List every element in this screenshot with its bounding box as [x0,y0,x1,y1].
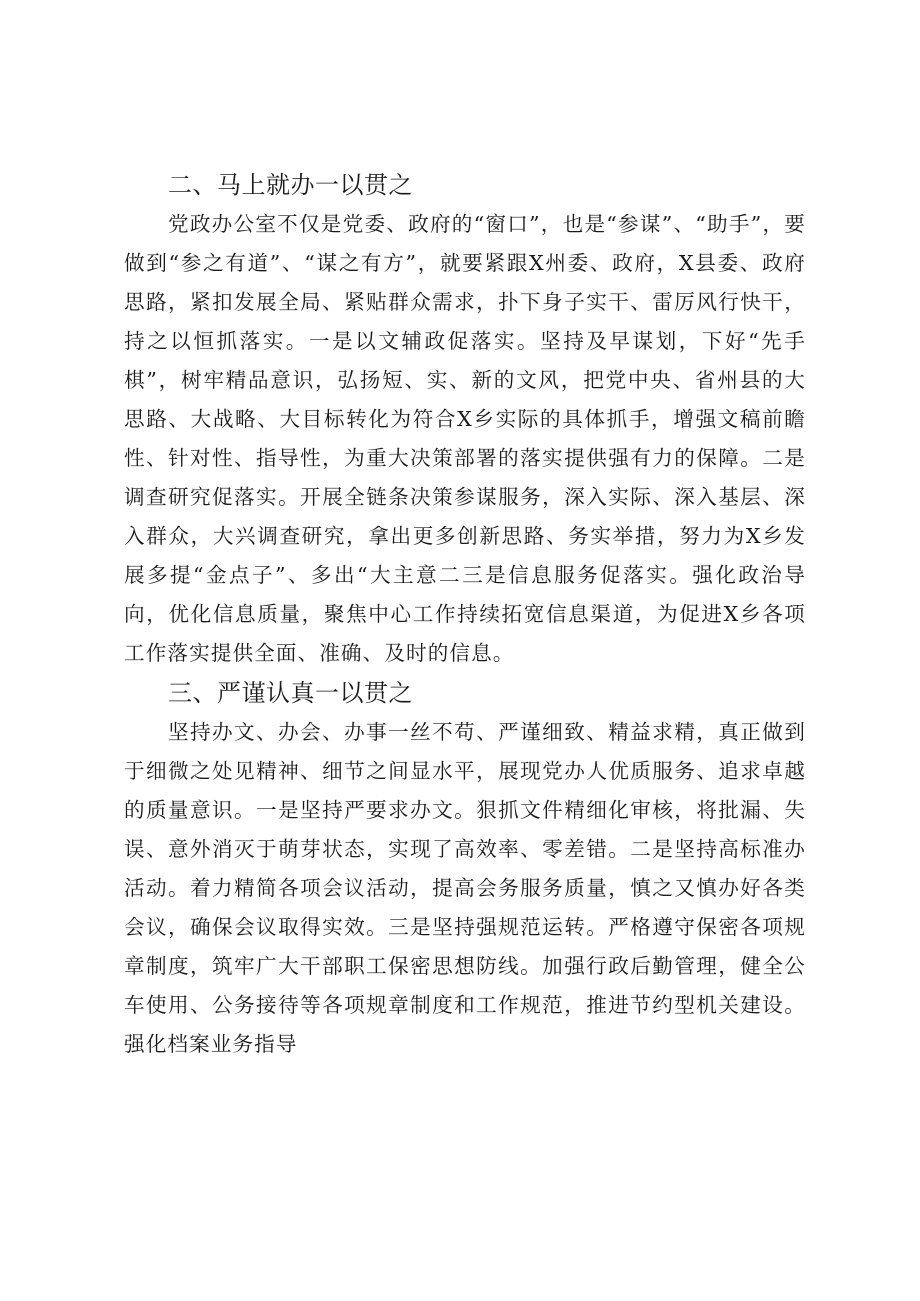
document-body [124,166,806,1064]
section-3-paragraph: 坚持办文、办会、办事一丝不苟、严谨细致、精益求精，真正做到于细微之处见精神、细节之间显水平，展现党办人优质服务、追求卓越的质量意识。一是坚持严要求办文。狠抓文件精细化审核，将批漏、失误、意外消灭于萌芽状态，实现了高效率、零差错。二是坚持高标准办活动。着力精简各项会议活动，提高会务服务质量，慎之又慎办好各类会议，确保会议取得实效。三是坚持强规范运转。严格遵守保密各项规章制度，筑牢广大干部职工保密思想防线。加强行政后勤管理，健全公车使用、公务接待等各项规章制度和工作规范，推进节约型机关建设。强化档案业务指导 [124,720,806,1056]
section-heading-3: 三、严谨认真一以贯之 [168,679,413,707]
section-heading-2: 二、马上就办一以贯之 [168,171,413,199]
section-2-paragraph: 党政办公室不仅是党委、政府的“窗口”，也是“参谋”、“助手”，要做到“参之有道”、“谋之有方”，就要紧跟X州委、政府，X县委、政府思路，紧扣发展全局、紧贴群众需求，扑下身子实干、雷厉风行快干，持之以恒抓落实。一是以文辅政促落实。坚持及早谋划，下好“先手棋”，树牢精品意识，弘扬短、实、新的文风，把党中央、省州县的大思路、大战略、大目标转化为符合X乡实际的具体抓手，增强文稿前瞻性、针对性、指导性，为重大决策部署的落实提供强有力的保障。二是调查研究促落实。开展全链条决策参谋服务，深入实际、深入基层、深入群众，大兴调查研究，拿出更多创新思路、务实举措，努力为X乡发展多提“金点子”、多出“大主意二三是信息服务促落实。强化政治导向，优化信息质量，聚焦中心工作持续拓宽信息渠道，为促进X乡各项工作落实提供全面、准确、及时的信息。 [124,212,806,665]
